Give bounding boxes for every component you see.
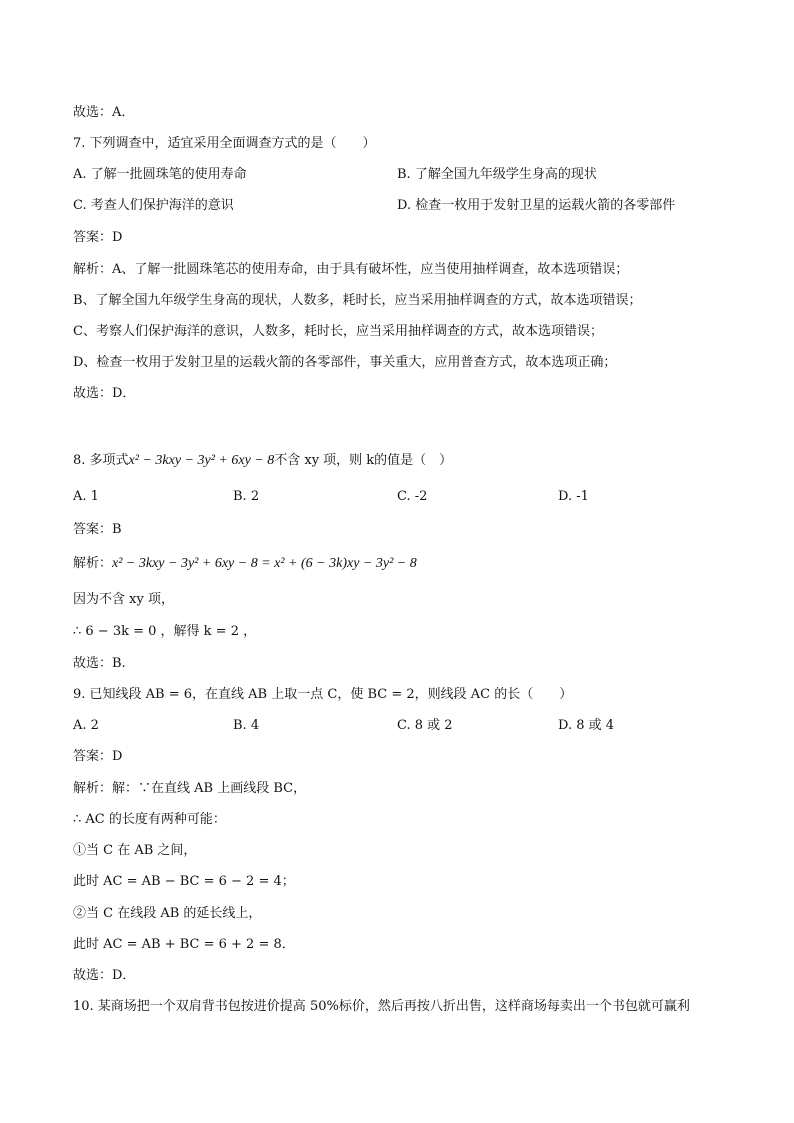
answer-9: 答案：D (73, 749, 123, 764)
question-7: 7. 下列调查中，适宜采用全面调查方式的是（ ） (73, 136, 376, 151)
option-8b: B. 2 (233, 489, 260, 504)
option-7d: D. 检查一枚用于发射卫星的运载火箭的各零部件 (397, 198, 676, 213)
answer-selection-7: 故选：D． (73, 386, 136, 401)
explanation-8b: 因为不含 xy 项， (73, 592, 174, 607)
explanation-9c: ①当 C 在 AB 之间， (73, 843, 197, 858)
question-8-prefix: 8. 多项式 (73, 453, 129, 468)
answer-7: 答案：D (73, 230, 123, 245)
explanation-9a: 解析：解：∵在直线 AB 上画线段 BC， (73, 781, 307, 796)
option-7b: B. 了解全国九年级学生身高的现状 (397, 167, 597, 182)
explanation-8c: ∴ 6 − 3k = 0 ，解得 k = 2 ， (73, 624, 257, 639)
explanation-9e: ②当 C 在线段 AB 的延长线上， (73, 906, 262, 921)
explanation-7c: C、考察人们保护海洋的意识，人数多，耗时长，应当采用抽样调查的方式，故本选项错误； (73, 324, 603, 339)
question-9: 9. 已知线段 AB = 6，在直线 AB 上取一点 C，使 BC = 2，则线段 AC 的长（ ） (73, 687, 573, 702)
option-8a: A. 1 (73, 489, 99, 504)
explanation-8-prefix: 解析： (73, 556, 113, 571)
option-9b: B. 4 (233, 718, 260, 733)
question-8 (73, 452, 452, 470)
explanation-7d: D、检查一枚用于发射卫星的运载火箭的各零部件，事关重大，应用普查方式，故本选项正确； (73, 355, 617, 370)
option-9d: D. 8 或 4 (558, 718, 615, 733)
answer-selection-9: 故选：D． (73, 968, 136, 983)
explanation-7b: B、了解全国九年级学生身高的现状，人数多，耗时长，应当采用抽样调查的方式，故本选项错误； (73, 293, 642, 308)
option-9a: A. 2 (73, 718, 99, 733)
answer-selection: 故选：A． (73, 105, 135, 120)
question-8-expression: x² − 3kxy − 3y² + 6xy − 8 (128, 453, 275, 468)
option-8d: D. -1 (558, 489, 589, 504)
explanation-7a: 解析：A、了解一批圆珠笔芯的使用寿命，由于具有破坏性，应当使用抽样调查，故本选项错误； (73, 262, 629, 277)
option-7a: A. 了解一批圆珠笔的使用寿命 (73, 167, 247, 182)
explanation-9b: ∴ AC 的长度有两种可能： (73, 812, 226, 827)
option-9c: C. 8 或 2 (397, 718, 453, 733)
answer-selection-8: 故选：B. (73, 656, 126, 671)
option-8c: C. -2 (397, 489, 428, 504)
explanation-9d: 此时 AC = AB − BC = 6 − 2 = 4； (73, 874, 295, 889)
explanation-9f: 此时 AC = AB + BC = 6 + 2 = 8． (73, 937, 295, 952)
explanation-8a (73, 555, 417, 573)
question-10: 10. 某商场把一个双肩背书包按进价提高 50%标价，然后再按八折出售，这样商场每卖出一个书包就可赢利 (73, 999, 690, 1014)
explanation-8-expression: x² − 3kxy − 3y² + 6xy − 8 = x² + (6 − 3k)xy − 3y² − 8 (112, 556, 417, 571)
answer-8: 答案：B (73, 522, 122, 537)
option-7c: C. 考查人们保护海洋的意识 (73, 198, 234, 213)
question-8-suffix: 不含 xy 项，则 k的值是（ ） (274, 453, 453, 468)
